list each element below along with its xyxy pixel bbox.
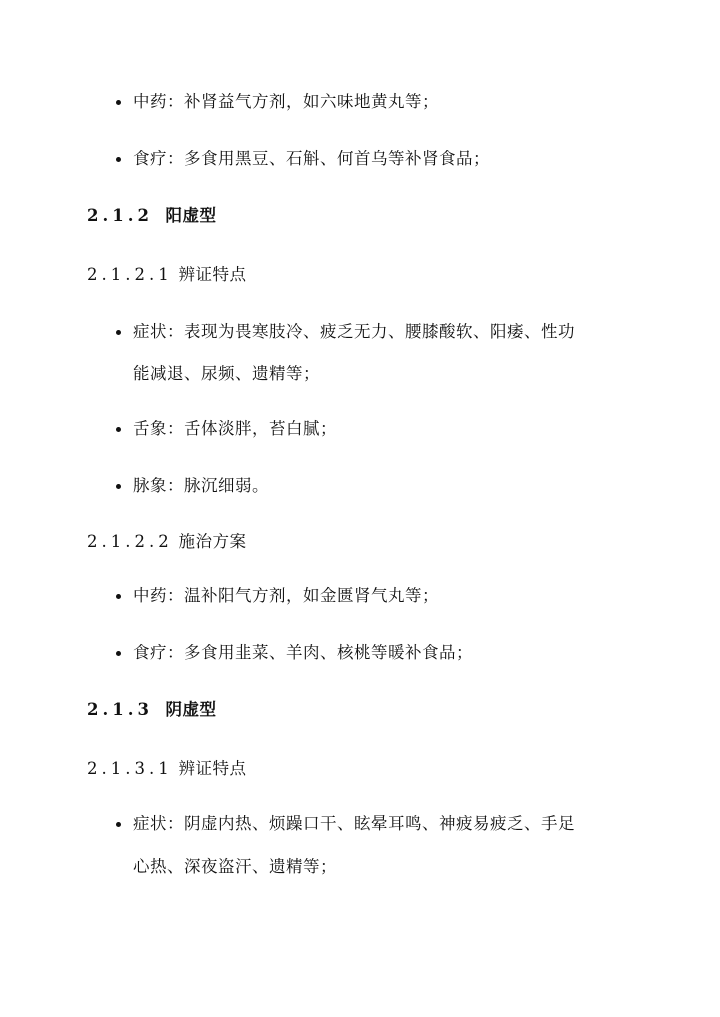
subsection-title: 辨证特点 <box>178 265 247 284</box>
subsection-number: 2.1.3.1 <box>87 759 173 778</box>
section-heading <box>87 696 216 720</box>
subsection-number: 2.1.2.1 <box>87 265 173 284</box>
list-item: 症状：阴虚内热、烦躁口干、眩晕耳鸣、神疲易疲乏、手足 <box>133 814 575 833</box>
subsection-heading <box>87 528 246 552</box>
subsection-number: 2.1.2.2 <box>87 532 173 551</box>
list-item-continuation: 心热、深夜盗汗、遗精等； <box>133 857 337 876</box>
list-item: 食疗：多食用黑豆、石斛、何首乌等补肾食品； <box>133 149 490 168</box>
list-item: 中药：温补阳气方剂，如金匮肾气丸等； <box>133 586 439 605</box>
subsection-heading <box>87 755 246 779</box>
list-item: 舌象：舌体淡胖，苔白腻； <box>133 419 337 438</box>
list-item: 脉象：脉沉细弱。 <box>133 476 269 495</box>
bullet-dot <box>116 100 121 105</box>
list-item-continuation: 能减退、尿频、遗精等； <box>133 364 320 383</box>
bullet-dot <box>116 157 121 162</box>
section-number: 2.1.3 <box>87 700 153 719</box>
bullet-dot <box>116 484 121 489</box>
list-item: 症状：表现为畏寒肢冷、疲乏无力、腰膝酸软、阳痿、性功 <box>133 322 575 341</box>
subsection-title: 辨证特点 <box>178 759 247 778</box>
section-title: 阳虚型 <box>165 206 217 225</box>
section-title: 阴虚型 <box>165 700 217 719</box>
bullet-dot <box>116 330 121 335</box>
subsection-heading <box>87 261 246 285</box>
bullet-dot <box>116 594 121 599</box>
list-item: 中药：补肾益气方剂，如六味地黄丸等； <box>133 92 439 111</box>
bullet-dot <box>116 427 121 432</box>
list-item: 食疗：多食用韭菜、羊肉、核桃等暖补食品； <box>133 643 473 662</box>
bullet-dot <box>116 651 121 656</box>
bullet-dot <box>116 822 121 827</box>
section-number: 2.1.2 <box>87 206 153 225</box>
subsection-title: 施治方案 <box>178 532 247 551</box>
section-heading <box>87 202 216 226</box>
